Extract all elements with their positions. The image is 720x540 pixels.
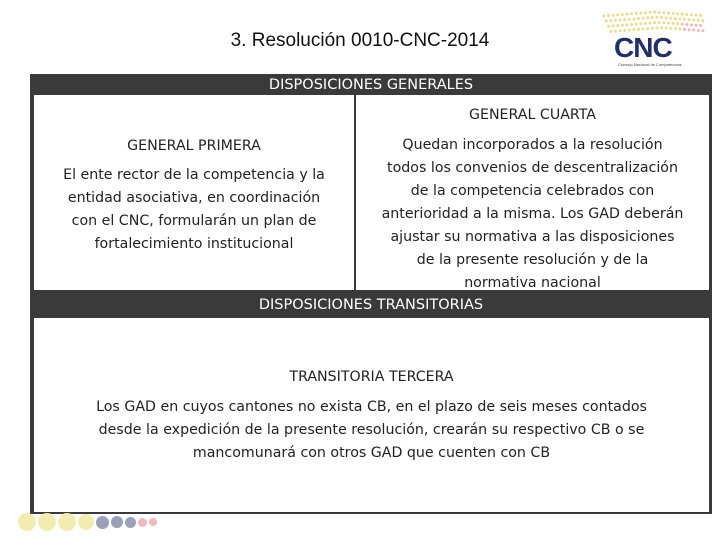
text-line: Los GAD en cuyos cantones no exista CB, en el plazo de seis meses contados — [96, 399, 647, 415]
logo-dot — [632, 17, 635, 20]
text-line: de la presente resolución y de la — [416, 252, 649, 268]
text-line: entidad asociativa, en coordinación — [67, 190, 321, 206]
logo-dot — [605, 20, 608, 23]
logo-dot — [619, 19, 622, 22]
logo-dot — [607, 25, 610, 28]
text-line: anterioridad a la misma. Los GAD deberán — [381, 206, 684, 222]
text-line: con el CNC, formularán un plan de — [71, 213, 317, 229]
logo-dot — [612, 14, 615, 17]
logo-dot — [626, 13, 629, 16]
decorative-dot — [111, 516, 123, 528]
cnc-logo — [596, 6, 708, 72]
logo-dot — [630, 23, 633, 26]
logo-dot — [658, 21, 661, 24]
logo-dot — [690, 23, 693, 26]
text-line: desde la expedición de la presente resolución, crearán su respectivo CB o se — [98, 422, 645, 438]
logo-dot — [681, 23, 684, 26]
logo-dot — [603, 14, 606, 17]
text-line: fortalecimiento institucional — [94, 236, 294, 252]
logo-dot — [674, 17, 677, 20]
logo-dot — [612, 24, 615, 27]
logo-dot — [632, 28, 635, 31]
transitoria-tercera-text — [44, 396, 699, 465]
logo-dot — [688, 18, 691, 21]
logo-dot — [609, 19, 612, 22]
logo-dot — [651, 16, 654, 19]
transitoria-tercera-heading: TRANSITORIA TERCERA — [289, 369, 454, 385]
logo-dot — [683, 18, 686, 21]
logo-dot — [635, 12, 638, 15]
general-cuarta-heading: GENERAL CUARTA — [468, 107, 597, 123]
logo-letter-c2: C — [652, 32, 672, 63]
section-header-generales: DISPOSICIONES GENERALES — [268, 77, 474, 93]
logo-dot — [642, 17, 645, 20]
logo-dot — [614, 19, 617, 22]
logo-dot — [699, 14, 702, 17]
logo-dot — [649, 11, 652, 14]
logo-dot — [683, 28, 686, 31]
decorative-dot — [78, 514, 94, 530]
decorative-dot — [138, 518, 147, 527]
logo-subtitle: Consejo Nacional de Competencias — [618, 62, 682, 67]
logo-dot — [609, 30, 612, 33]
general-cuarta-text — [356, 134, 709, 295]
logo-dot — [699, 24, 702, 27]
logo-dot — [639, 12, 642, 15]
logo-dot — [655, 16, 658, 19]
logo-dot — [672, 12, 675, 15]
logo-dot — [695, 14, 698, 17]
logo-dot — [678, 17, 681, 20]
decorative-dot — [149, 518, 157, 526]
logo-dot — [635, 23, 638, 26]
logo-dot — [655, 26, 658, 29]
logo-dot — [646, 16, 649, 19]
logo-dot — [697, 19, 700, 22]
logo-dot — [688, 28, 691, 31]
logo-dot — [676, 22, 679, 25]
logo-dot — [658, 11, 661, 14]
logo-dot — [678, 28, 681, 31]
decorative-dot — [18, 513, 36, 531]
logo-dot — [660, 26, 663, 29]
logo-dot — [607, 14, 610, 17]
text-line: todos los convenios de descentralización — [387, 160, 678, 176]
logo-dot — [667, 22, 670, 25]
logo-dot — [674, 27, 677, 30]
logo-dot — [692, 19, 695, 22]
logo-dot — [628, 18, 631, 21]
logo-dot — [644, 11, 647, 14]
logo-dot — [649, 22, 652, 25]
logo-dot — [651, 27, 654, 30]
logo-dot — [685, 23, 688, 26]
logo-dot — [616, 13, 619, 16]
logo-dot — [701, 19, 704, 22]
general-primera-text — [34, 164, 354, 256]
general-primera-heading: GENERAL PRIMERA — [127, 138, 261, 154]
decorative-dot — [38, 513, 56, 531]
logo-dot — [669, 27, 672, 30]
logo-dot — [642, 28, 645, 31]
logo-dot — [692, 29, 695, 32]
logo-dot — [660, 16, 663, 19]
text-line: de la competencia celebrados con — [410, 183, 655, 199]
logo-dot — [665, 16, 668, 19]
slide-title: 3. Resolución 0010-CNC-2014 — [230, 30, 490, 51]
logo-dot — [669, 17, 672, 20]
logo-dot — [653, 11, 656, 14]
logo-letter-n: N — [633, 32, 653, 63]
logo-dot — [662, 11, 665, 14]
logo-dot — [665, 26, 668, 29]
logo-dot — [681, 13, 684, 16]
logo-dot — [690, 13, 693, 16]
logo-dot — [644, 22, 647, 25]
logo-dot — [685, 13, 688, 16]
logo-dot — [672, 22, 675, 25]
logo-dot — [697, 29, 700, 32]
logo-dot — [701, 29, 704, 32]
decorative-dot — [125, 517, 136, 528]
logo-dot — [616, 24, 619, 27]
logo-dot — [630, 12, 633, 15]
logo-dot — [662, 21, 665, 24]
logo-dot — [695, 24, 698, 27]
logo-dot — [646, 27, 649, 30]
text-line: Quedan incorporados a la resolución — [402, 137, 663, 153]
logo-dot — [626, 23, 629, 26]
logo-dot — [623, 18, 626, 21]
decorative-dot — [96, 516, 109, 529]
logo-dot — [621, 13, 624, 16]
text-line: normativa nacional — [464, 275, 601, 291]
logo-letter-c: C — [614, 32, 634, 63]
decorative-dot — [58, 513, 76, 531]
logo-dot — [637, 17, 640, 20]
section-header-transitorias: DISPOSICIONES TRANSITORIAS — [258, 297, 484, 313]
logo-dot — [637, 28, 640, 31]
text-line: El ente rector de la competencia y la — [63, 167, 325, 183]
logo-dot — [667, 12, 670, 15]
logo-dot — [621, 24, 624, 27]
logo-dot — [639, 22, 642, 25]
logo-dot — [676, 12, 679, 15]
logo-wordmark — [614, 34, 672, 62]
text-line: ajustar su normativa a las disposiciones — [390, 229, 675, 245]
logo-dot — [653, 21, 656, 24]
text-line: mancomunará con otros GAD que cuenten con CB — [192, 445, 551, 461]
